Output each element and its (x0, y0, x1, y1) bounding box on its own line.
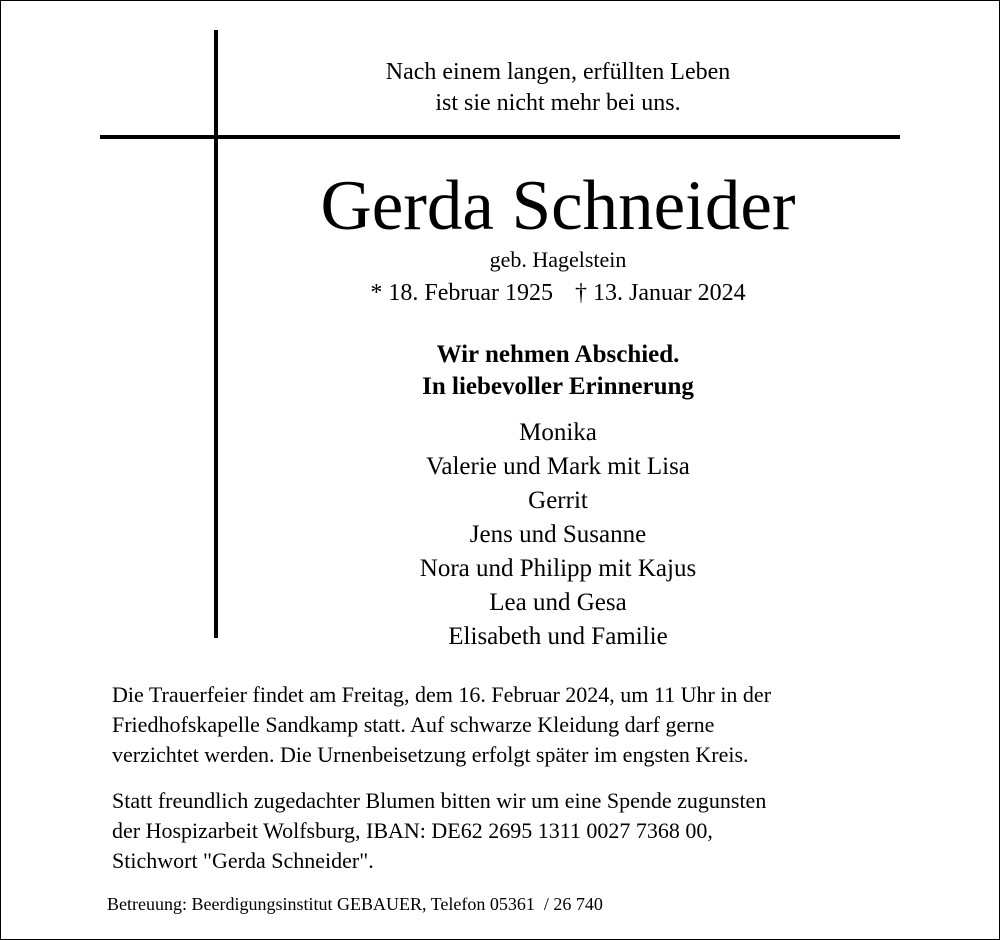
ceremony-line: Die Trauerfeier findet am Freitag, dem 16. Februar 2024, um 11 Uhr in der (112, 682, 772, 707)
mourner-item: Gerrit (528, 487, 588, 514)
funeral-home-footer: Betreuung: Beerdigungsinstitut GEBAUER, Telefon 05361 / 26 740 (107, 894, 603, 914)
ceremony-paragraph (112, 680, 972, 770)
donation-paragraph (112, 786, 972, 876)
mourner-item: Jens und Susanne (469, 521, 647, 548)
mourner-item: Elisabeth und Familie (448, 623, 668, 650)
deceased-name: Gerda Schneider (320, 167, 796, 245)
intro-line: ist sie nicht mehr bei uns. (435, 90, 681, 116)
birth-name: geb. Hagelstein (489, 247, 627, 272)
farewell-line: In liebevoller Erinnerung (422, 373, 694, 400)
ceremony-line: Friedhofskapelle Sandkamp statt. Auf schwarze Kleidung darf gerne (112, 712, 715, 737)
birth-date: * 18. Februar 1925 (370, 280, 553, 306)
mourner-item: Lea und Gesa (489, 589, 627, 616)
life-dates (216, 278, 900, 308)
farewell-line: Wir nehmen Abschied. (436, 341, 680, 368)
death-date: † 13. Januar 2024 (575, 280, 746, 306)
donation-line: der Hospizarbeit Wolfsburg, IBAN: DE62 2695 1311 0027 7368 00, (112, 818, 713, 843)
mourner-item: Monika (519, 419, 597, 446)
farewell-heading (216, 339, 900, 403)
donation-line: Statt freundlich zugedachter Blumen bitten wir um eine Spende zugunsten (112, 788, 767, 813)
donation-line: Stichwort "Gerda Schneider". (112, 848, 374, 873)
intro-text (216, 57, 900, 119)
mourner-item: Valerie und Mark mit Lisa (426, 453, 690, 480)
ceremony-line: verzichtet werden. Die Urnenbeisetzung erfolgt später im engsten Kreis. (112, 742, 749, 767)
mourner-item: Nora und Philipp mit Kajus (419, 555, 697, 582)
intro-line: Nach einem langen, erfüllten Leben (385, 59, 731, 85)
cross-horizontal-bar (100, 135, 900, 139)
mourners-list (216, 416, 900, 654)
